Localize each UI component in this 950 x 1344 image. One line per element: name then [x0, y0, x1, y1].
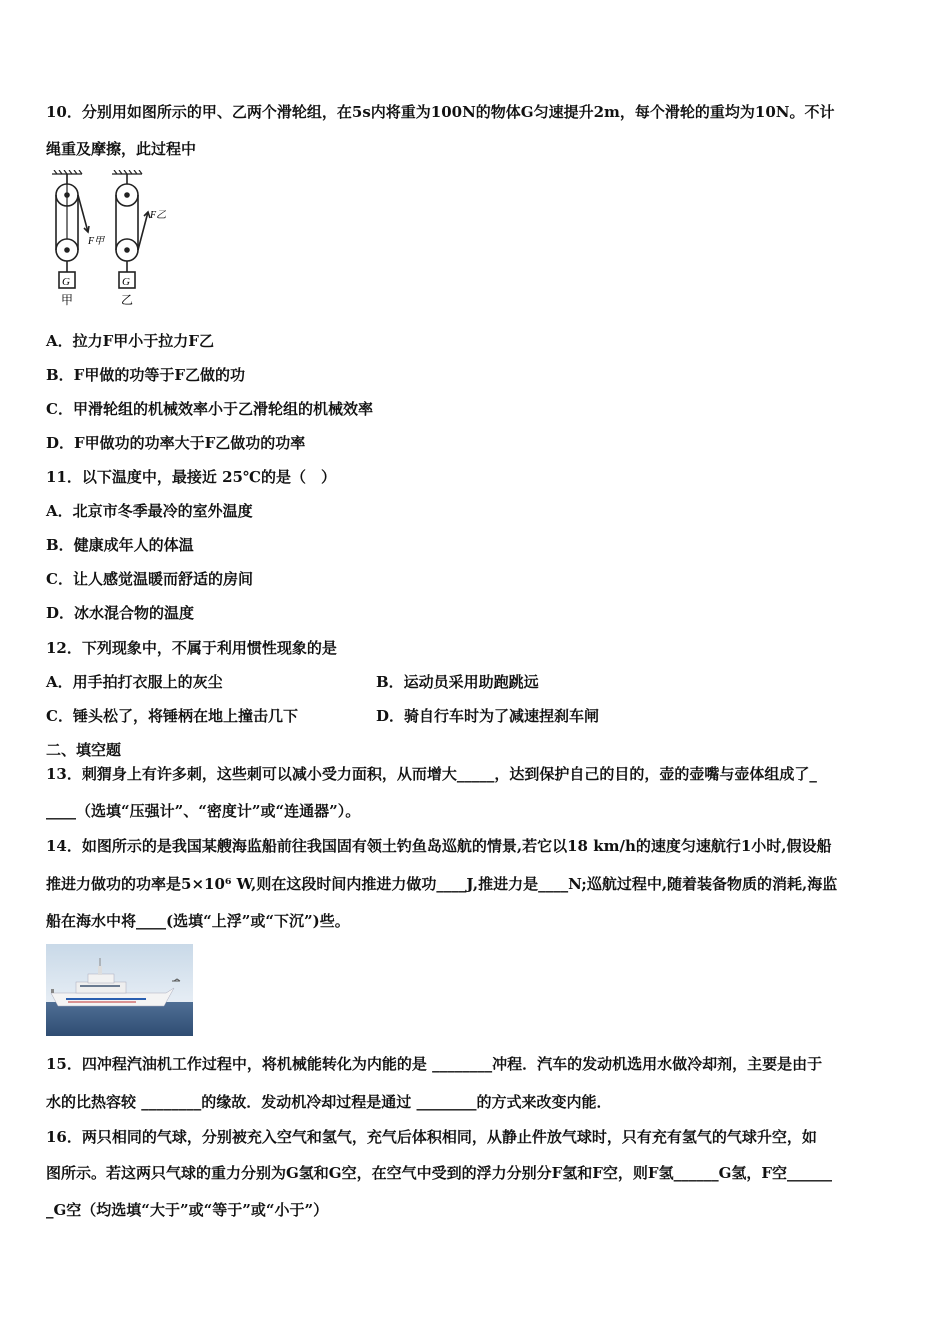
patrol-ship-photo	[46, 944, 193, 1036]
q12-option-b: B．运动员采用助跑跳远	[376, 673, 539, 691]
q10-option-c: C．甲滑轮组的机械效率小于乙滑轮组的机械效率	[46, 400, 373, 418]
pulley-system-jia	[56, 174, 89, 288]
weight-label-yi: G	[122, 276, 130, 288]
figure-label-jia: 甲	[61, 293, 74, 307]
q14-stem-line3: 船在海水中将____(选填“上浮”或“下沉”)些。	[46, 912, 350, 930]
figure-label-yi: 乙	[121, 293, 134, 307]
force-label-yi: F乙	[150, 210, 167, 221]
ceiling-jia	[52, 170, 82, 174]
pulley-figure	[44, 170, 174, 310]
q10-option-b: B．F甲做的功等于F乙做的功	[46, 366, 245, 384]
q12-stem: 12．下列现象中，不属于利用惯性现象的是	[46, 639, 337, 657]
q12-option-a: A．用手拍打衣服上的灰尘	[46, 673, 223, 691]
q12-option-d: D．骑自行车时为了减速捏刹车闸	[376, 707, 600, 725]
q11-option-b: B．健康成年人的体温	[46, 536, 194, 554]
q12-option-c: C．锤头松了，将锤柄在地上撞击几下	[46, 707, 298, 725]
pulley-system-yi	[116, 174, 150, 288]
q13-stem-line1: 13．刺猬身上有许多刺，这些刺可以减小受力面积，从而增大_____，达到保护自己的目的，壶的壶嘴与壶体组成了_	[46, 765, 817, 783]
weight-label-jia: G	[62, 276, 70, 288]
q11-stem: 11．以下温度中，最接近 25℃的是（ ）	[46, 468, 336, 486]
q15-stem-line2: 水的比热容较 ________的缘故．发动机冷却过程是通过 ________的方式来改变内能．	[46, 1093, 612, 1111]
q15-stem-line1: 15．四冲程汽油机工作过程中，将机械能转化为内能的是 ________冲程．汽车的发动机选用水做冷却剂，主要是由于	[46, 1055, 823, 1073]
q10-option-a: A．拉力F甲小于拉力F乙	[46, 332, 214, 350]
q10-stem-line1: 10．分别用如图所示的甲、乙两个滑轮组，在5s内将重为100N的物体G匀速提升2m，每个滑轮的重均为10N。不计	[46, 103, 835, 121]
force-label-jia: F甲	[88, 236, 105, 247]
q16-stem-line2: 图所示。若这两只气球的重力分别为G氢和G空，在空气中受到的浮力分别分F氢和F空，则F氢______G氢，F空______	[46, 1164, 833, 1182]
q10-option-d: D．F甲做功的功率大于F乙做功的功率	[46, 434, 306, 452]
section-heading: 二、填空题	[46, 741, 122, 759]
q13-stem-line2: ____（选填“压强计”、“密度计”或“连通器”）。	[46, 802, 361, 820]
q11-option-a: A．北京市冬季最冷的室外温度	[46, 502, 253, 520]
ceiling-yi	[112, 170, 142, 174]
q16-stem-line3: _G空（均选填“大于”或“等于”或“小于”）	[46, 1201, 329, 1219]
q14-stem-line2: 推进力做功的功率是5×10⁶ W,则在这段时间内推进力做功____J,推进力是____N;巡航过程中,随着装备物质的消耗,海监	[46, 875, 838, 893]
q16-stem-line1: 16．两只相同的气球，分别被充入空气和氢气，充气后体积相同，从静止件放气球时，只有充有氢气的气球升空，如	[46, 1128, 817, 1146]
q10-stem-line2: 绳重及摩擦，此过程中	[46, 140, 197, 158]
q11-option-c: C．让人感觉温暖而舒适的房间	[46, 570, 253, 588]
q14-stem-line1: 14．如图所示的是我国某艘海监船前往我国固有领土钓鱼岛巡航的情景,若它以18 km/h的速度匀速航行1小时,假设船	[46, 837, 832, 855]
q11-option-d: D．冰水混合物的温度	[46, 604, 195, 622]
